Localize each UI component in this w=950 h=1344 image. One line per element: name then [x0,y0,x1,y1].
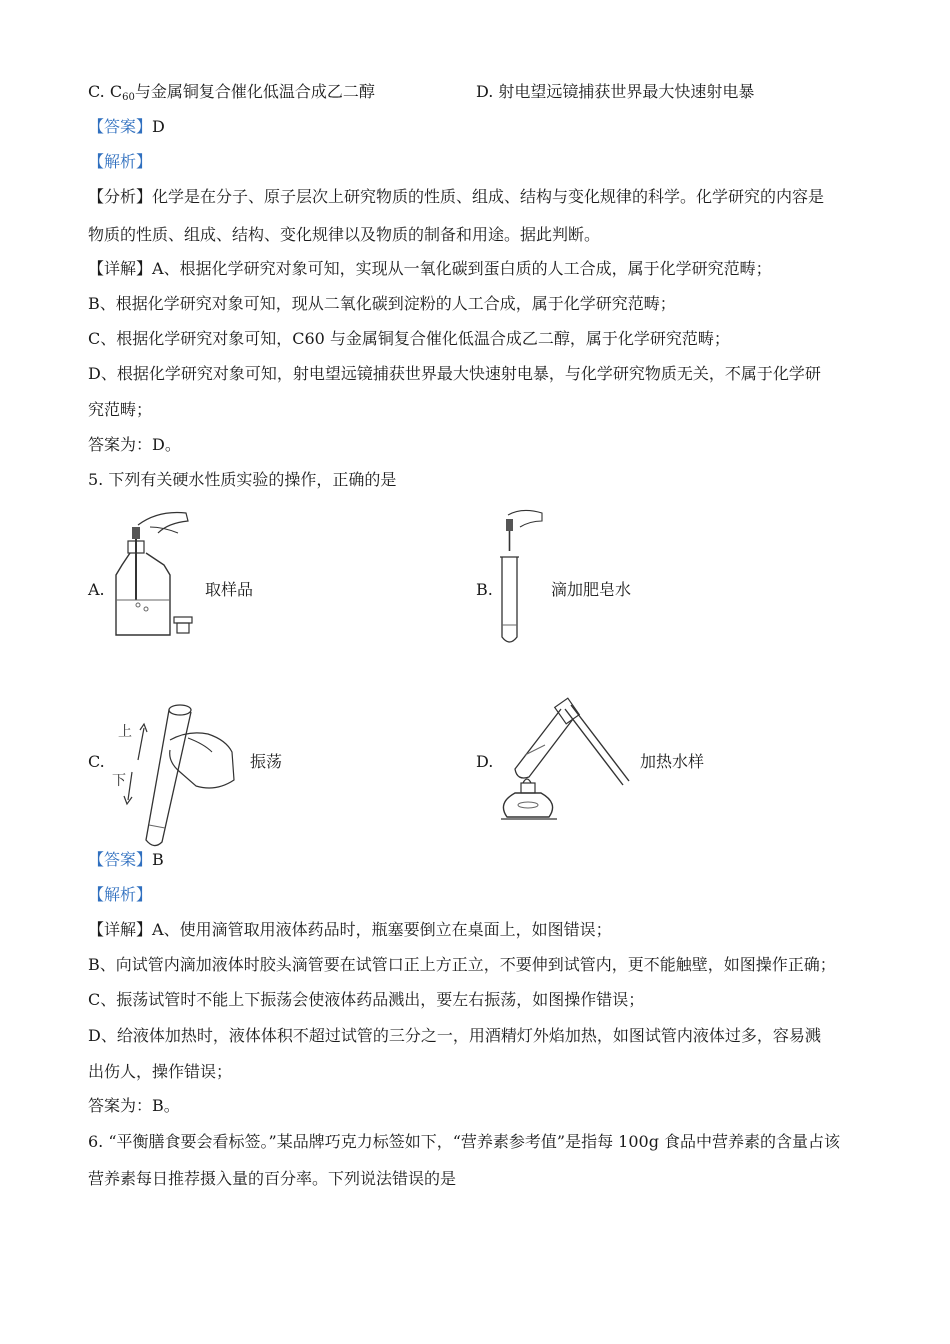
detail-text: A、根据化学研究对象可知，实现从一氧化碳到蛋白质的人工合成，属于化学研究范畴； [152,259,772,278]
q4-option-c-subscript: 60 [122,92,135,103]
q4-option-c-text: 与金属铜复合催化低温合成乙二醇 [134,82,375,101]
detail-text: A、使用滴管取用液体药品时，瓶塞要倒立在桌面上，如图错误； [152,920,612,939]
q4-fenxi-line1 [88,187,824,207]
answer-tag: 【答案】 [88,850,153,869]
q4-detail-b: B、根据化学研究对象可知，现从二氧化碳到淀粉的人工合成，属于化学研究范畴； [88,294,676,313]
q5-option-b-letter: B. [476,580,493,599]
heating-test-tube-figure [495,695,635,825]
detail-tag: 【详解】 [88,259,153,278]
q4-fenxi-line2: 物质的性质、组成、结构、变化规律以及物质的制备和用途。据此判断。 [88,225,601,244]
q6-stem-line2: 营养素每日推荐摄入量的百分率。下列说法错误的是 [88,1169,457,1188]
q5-option-c-letter: C. [88,752,105,771]
q5-option-c-caption: 振荡 [250,752,283,771]
q4-final-answer: 答案为：D。 [88,435,181,454]
q5-option-a-caption: 取样品 [205,580,254,599]
q4-analysis-tag [88,152,152,172]
answer-value: B [152,850,164,869]
q5-option-a-letter: A. [88,580,105,599]
q5-detail-d2: 出伤人，操作错误； [88,1062,233,1081]
q4-option-d: D. 射电望远镜捕获世界最大快速射电暴 [476,82,755,101]
q5-stem: 5. 下列有关硬水性质实验的操作，正确的是 [88,470,397,489]
q5-answer [88,850,164,870]
q5-option-b-caption: 滴加肥皂水 [551,580,632,599]
q5-final-answer: 答案为：B。 [88,1096,180,1115]
dropper-bottle-figure [108,505,208,645]
q5-option-d-caption: 加热水样 [640,752,705,771]
q5-detail-a [88,920,612,940]
q6-stem-line1: 6. “平衡膳食要会看标签。”某品牌巧克力标签如下，“营养素参考值”是指每 100g 食品中营养素的含量占该 [88,1132,841,1151]
fenxi-tag: 【分析】 [88,187,153,206]
shaking-test-tube-figure [108,700,248,850]
down-label: 下 [112,773,126,789]
fenxi-text: 化学是在分子、原子层次上研究物质的性质、组成、结构与变化规律的科学。化学研究的内容是 [152,187,825,206]
analysis-tag: 【解析】 [88,152,153,171]
q4-detail-c: C、根据化学研究对象可知，C60 与金属铜复合催化低温合成乙二醇，属于化学研究范畴； [88,329,730,348]
q5-detail-b: B、向试管内滴加液体时胶头滴管要在试管口正上方正立，不要伸到试管内，更不能触壁，如图操作正确； [88,955,836,974]
q4-answer [88,117,165,137]
q5-analysis-tag [88,885,152,905]
up-label: 上 [118,724,132,740]
q5-detail-d1: D、给液体加热时，液体体积不超过试管的三分之一，用酒精灯外焰加热，如图试管内液体过多，容易溅 [88,1026,821,1045]
q4-option-c [88,82,375,108]
q5-option-d-letter: D. [476,752,494,771]
analysis-tag: 【解析】 [88,885,153,904]
q4-option-c-prefix: C. C [88,82,123,101]
answer-value: D [152,117,165,136]
detail-tag: 【详解】 [88,920,153,939]
test-tube-dropper-figure [490,505,550,650]
q4-detail-d2: 究范畴； [88,400,153,419]
q4-detail-a [88,259,772,279]
answer-tag: 【答案】 [88,117,153,136]
q4-detail-d1: D、根据化学研究对象可知，射电望远镜捕获世界最大快速射电暴，与化学研究物质无关，不属于化学研 [88,364,821,383]
q5-detail-c: C、振荡试管时不能上下振荡会使液体药品溅出，要左右振荡，如图操作错误； [88,990,645,1009]
